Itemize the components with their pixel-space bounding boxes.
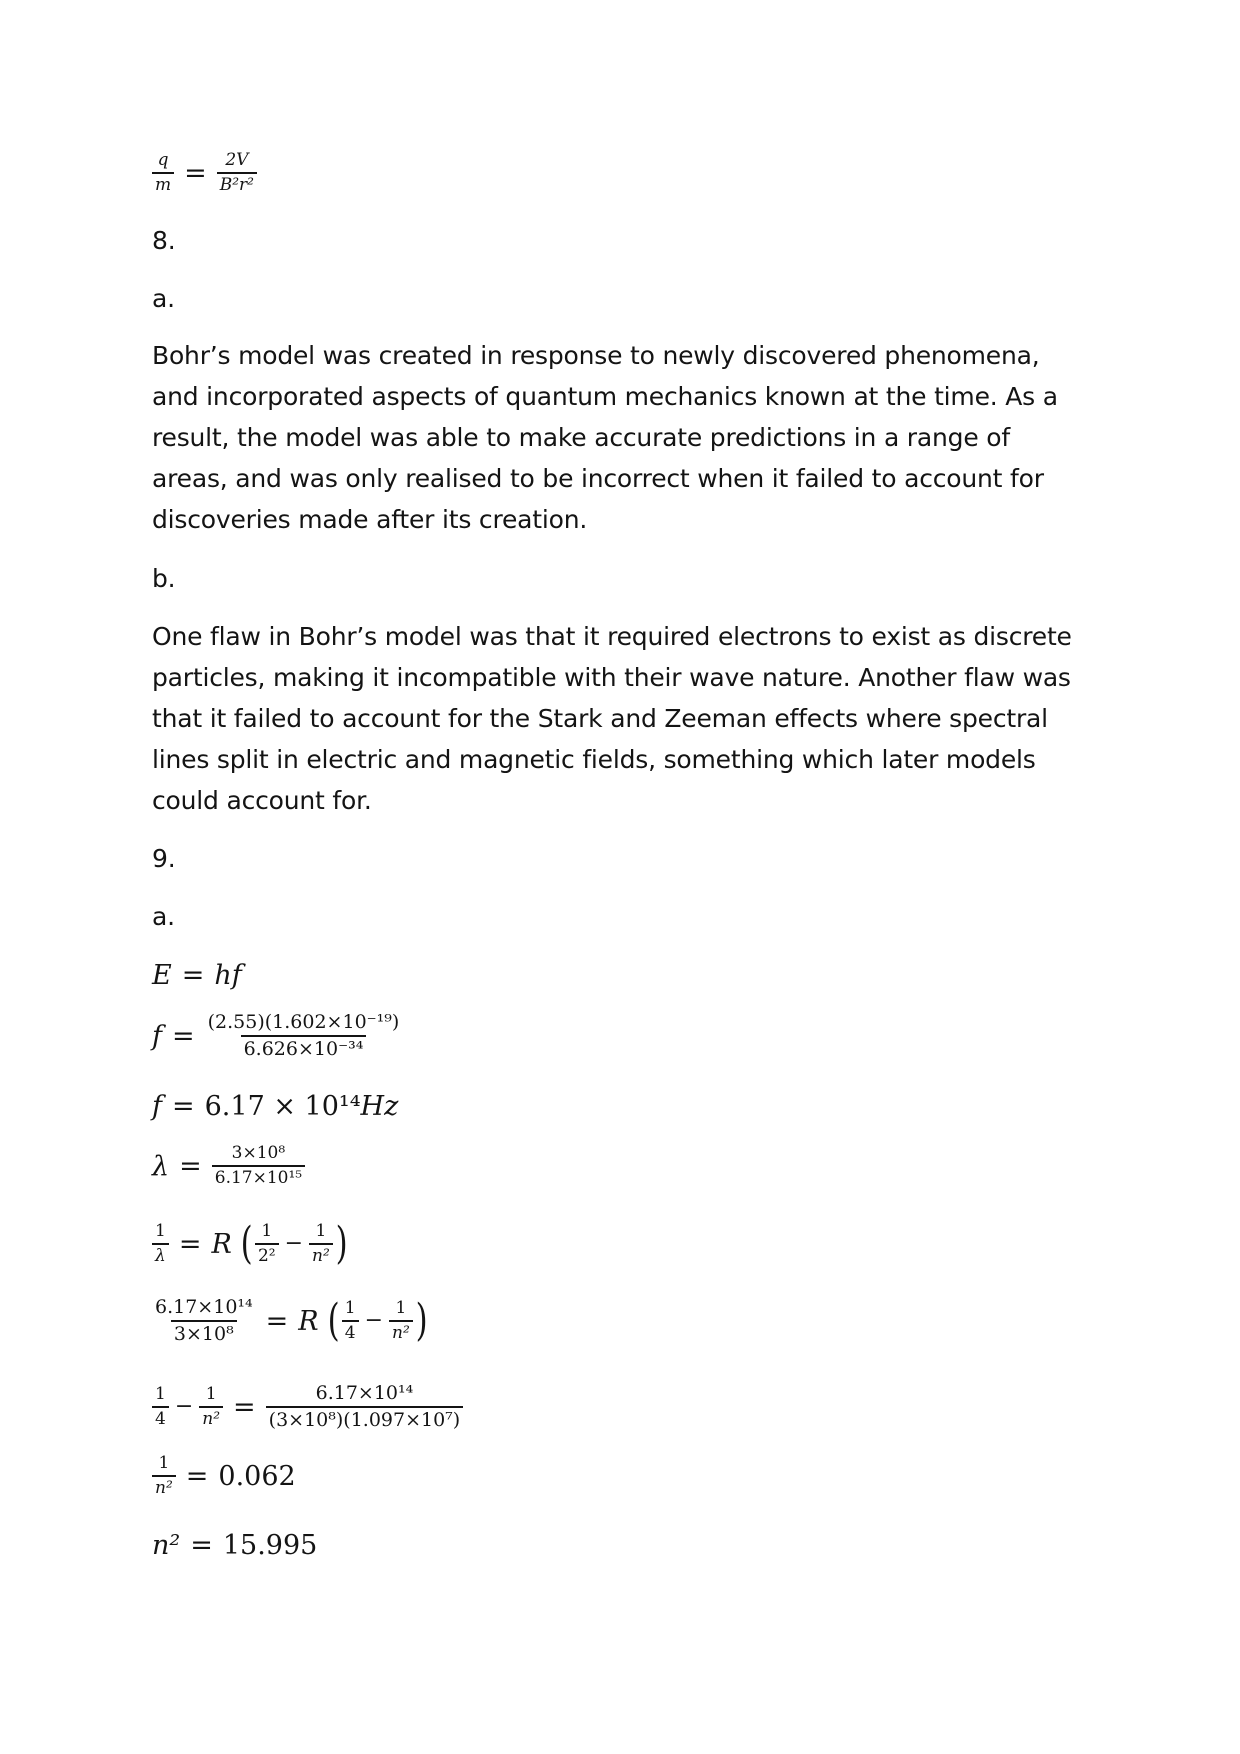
equation-lhs: λ [152,1150,170,1182]
equation-inverse-n-squared [152,1455,296,1497]
numerator: 1 [158,1453,170,1473]
numerator: 1 [155,1384,166,1404]
fraction [152,1298,256,1344]
unit-label: Hz [360,1091,399,1122]
equation-rydberg [152,1218,350,1269]
right-paren: ) [415,1295,428,1346]
numerator: 6.17×10¹⁴ [315,1382,414,1404]
equals-sign: = [184,157,207,189]
equals-sign: = [265,1305,289,1337]
left-paren: ( [327,1295,340,1346]
equals-sign: = [172,1091,195,1122]
equation-frequency-calc [152,1013,402,1059]
rydberg-constant: R [211,1228,232,1260]
minus-sign: − [174,1394,194,1419]
denominator: 4 [152,1406,169,1428]
denominator: n² [152,1475,176,1497]
numerator: 1 [205,1384,217,1404]
denominator: 6.17×10¹⁵ [212,1165,305,1187]
part-label-9a: a. [152,902,175,931]
equals-sign: = [172,1020,195,1052]
equation-energy [152,962,242,989]
part-label-8b: b. [152,564,176,593]
fraction [217,152,257,194]
equation-charge-mass-ratio [152,152,257,194]
rydberg-constant: R [298,1305,319,1337]
answer-paragraph-8b: One flaw in Bohr’s model was that it required electrons to exist as discrete particles, making it incompatible with their wave nature. Another flaw was that it failed to account for the Stark and Zeeman effects where spectral lines split in electric and magnetic fields, something which later models could account for. [152,622,1072,815]
minus-sign: − [364,1308,384,1333]
equals-sign: = [179,1150,202,1182]
equals-sign: = [178,1228,202,1260]
equation-n-squared [152,1532,317,1559]
denominator: 3×10⁸ [171,1320,237,1344]
fraction [266,1384,464,1430]
equation-lhs: n² [152,1530,181,1561]
equals-sign: = [185,1460,209,1492]
denominator: n² [309,1243,333,1265]
denominator: m [152,172,174,194]
equation-lhs: E [152,960,172,991]
equation-lhs: f [152,1020,162,1052]
denominator: n² [389,1320,413,1342]
numerator: 1 [261,1221,273,1241]
left-paren: ( [240,1218,253,1269]
fraction [152,1223,169,1265]
equation-wavelength [152,1145,305,1187]
numerator: 2V [225,150,249,170]
denominator: 6.626×10⁻³⁴ [241,1035,367,1059]
denominator: B²r² [217,172,257,194]
numerator: q [157,150,169,170]
question-number-8: 8. [152,226,176,255]
numerator: 1 [155,1221,166,1241]
equation-rhs: 15.995 [222,1530,318,1561]
question-number-9: 9. [152,844,176,873]
fraction [389,1300,413,1342]
fraction [255,1223,279,1265]
equation-rearranged [152,1384,463,1430]
fraction [212,1145,305,1187]
right-paren: ) [335,1218,348,1269]
denominator: 4 [342,1320,359,1342]
fraction [152,152,174,194]
fraction [342,1300,359,1342]
numerator: 1 [315,1221,327,1241]
equation-frequency-result [152,1093,398,1120]
equation-lhs: f [152,1091,162,1122]
numerator: 1 [395,1298,407,1318]
equation-rydberg-substituted [152,1295,430,1346]
equals-sign: = [181,960,205,991]
equation-rhs: hf [214,960,242,991]
equals-sign: = [190,1530,213,1561]
answer-paragraph-8a: Bohr’s model was created in response to newly discovered phenomena, and incorporated aspects of quantum mechanics known at the time. As a result, the model was able to make accurate predictions in a range of areas, and was only realised to be incorrect when it failed to account for discoveries made after its creation. [152,341,1058,534]
equation-rhs: 6.17 × 10¹⁴ [204,1091,361,1122]
denominator: λ [152,1243,169,1265]
fraction [309,1223,333,1265]
fraction [152,1455,176,1497]
numerator: (2.55)(1.602×10⁻¹⁹) [207,1011,400,1033]
fraction [152,1386,169,1428]
part-label-8a: a. [152,284,175,313]
numerator: 6.17×10¹⁴ [155,1296,253,1318]
fraction [199,1386,223,1428]
fraction [205,1013,403,1059]
equals-sign: = [233,1391,256,1423]
numerator: 1 [344,1298,356,1318]
numerator: 3×10⁸ [231,1143,286,1163]
denominator: (3×10⁸)(1.097×10⁷) [266,1406,464,1430]
denominator: n² [199,1406,223,1428]
denominator: 2² [255,1243,279,1265]
minus-sign: − [284,1231,304,1256]
equation-rhs: 0.062 [218,1460,296,1492]
